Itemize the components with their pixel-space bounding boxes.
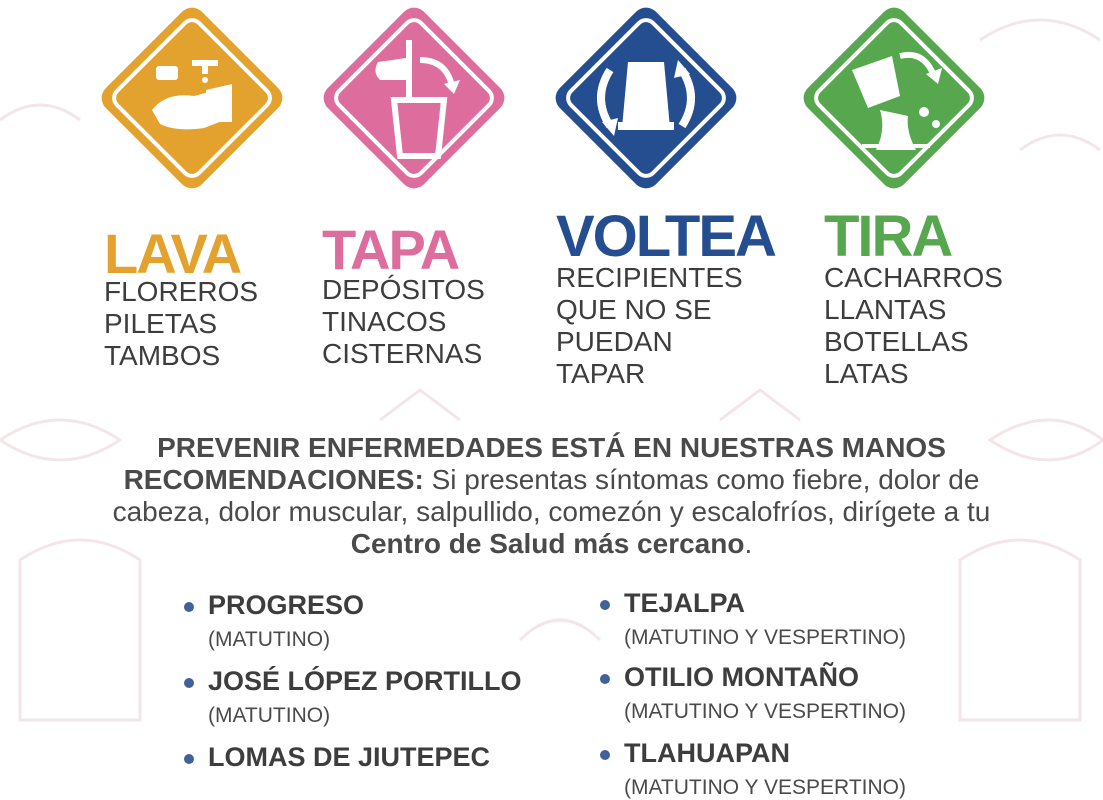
center-name: JOSÉ LÓPEZ PORTILLO <box>208 666 522 696</box>
center-schedule: (MATUTINO Y VESPERTINO) <box>624 700 906 723</box>
list-item: DEPÓSITOS <box>322 274 485 305</box>
list-item: FLOREROS <box>104 276 259 307</box>
list-item: CACHARROS <box>824 262 1003 293</box>
center-name: TEJALPA <box>624 588 746 618</box>
list-item: RECIPIENTES <box>556 262 743 293</box>
lava-word: LAVA <box>104 222 241 285</box>
list-item: TAMBOS <box>104 340 221 371</box>
tapa-sign <box>316 0 512 196</box>
recommendation-bold-end: Centro de Salud más cercano <box>350 528 745 559</box>
flip-bucket-icon <box>548 0 744 196</box>
bullet-icon <box>600 600 610 610</box>
list-item: TINACOS <box>322 306 447 337</box>
center-name: LOMAS DE JIUTEPEC <box>208 742 491 772</box>
lava-sign <box>94 0 290 196</box>
bullet-icon <box>184 754 194 764</box>
tapa-items <box>322 274 485 370</box>
center-name: PROGRESO <box>208 590 365 620</box>
bullet-icon <box>184 602 194 612</box>
voltea-sign <box>548 0 744 196</box>
list-item: LATAS <box>824 358 909 389</box>
tira-sign <box>796 0 992 196</box>
list-item: QUE NO SE <box>556 294 712 325</box>
list-item: LLANTAS <box>824 294 947 325</box>
cover-container-icon <box>316 0 512 196</box>
tira-word: TIRA <box>824 204 952 269</box>
bullet-icon <box>600 750 610 760</box>
center-schedule: (MATUTINO Y VESPERTINO) <box>624 626 906 649</box>
center-name: TLAHUAPAN <box>624 738 790 768</box>
dump-bucket-icon <box>796 0 992 196</box>
bullet-icon <box>600 674 610 684</box>
recommendation-period: . <box>744 528 753 559</box>
center-schedule: (MATUTINO Y VESPERTINO) <box>624 776 906 799</box>
bullet-icon <box>184 678 194 688</box>
list-item: PILETAS <box>104 308 218 339</box>
hand-washing-icon <box>94 0 290 196</box>
recommendation-text <box>80 464 1023 560</box>
voltea-word: VOLTEA <box>556 204 775 269</box>
center-schedule: (MATUTINO) <box>208 704 331 727</box>
tapa-word: TAPA <box>322 218 459 281</box>
recommendation-body: Si presentas síntomas como fiebre, dolor de cabeza, dolor muscular, salpullido, comezón y escalofríos, dirígete a tu <box>112 464 991 527</box>
voltea-items <box>556 262 743 390</box>
list-item: CISTERNAS <box>322 338 483 369</box>
lava-items <box>104 276 258 372</box>
list-item: PUEDAN <box>556 326 673 357</box>
center-schedule: (MATUTINO) <box>208 628 331 651</box>
list-item: TAPAR <box>556 358 646 389</box>
center-name: OTILIO MONTAÑO <box>624 662 859 692</box>
headline: PREVENIR ENFERMEDADES ESTÁ EN NUESTRAS MANOS <box>157 432 946 463</box>
tira-items <box>824 262 1003 390</box>
list-item: BOTELLAS <box>824 326 969 357</box>
recommendation-label: RECOMENDACIONES: <box>123 464 424 495</box>
